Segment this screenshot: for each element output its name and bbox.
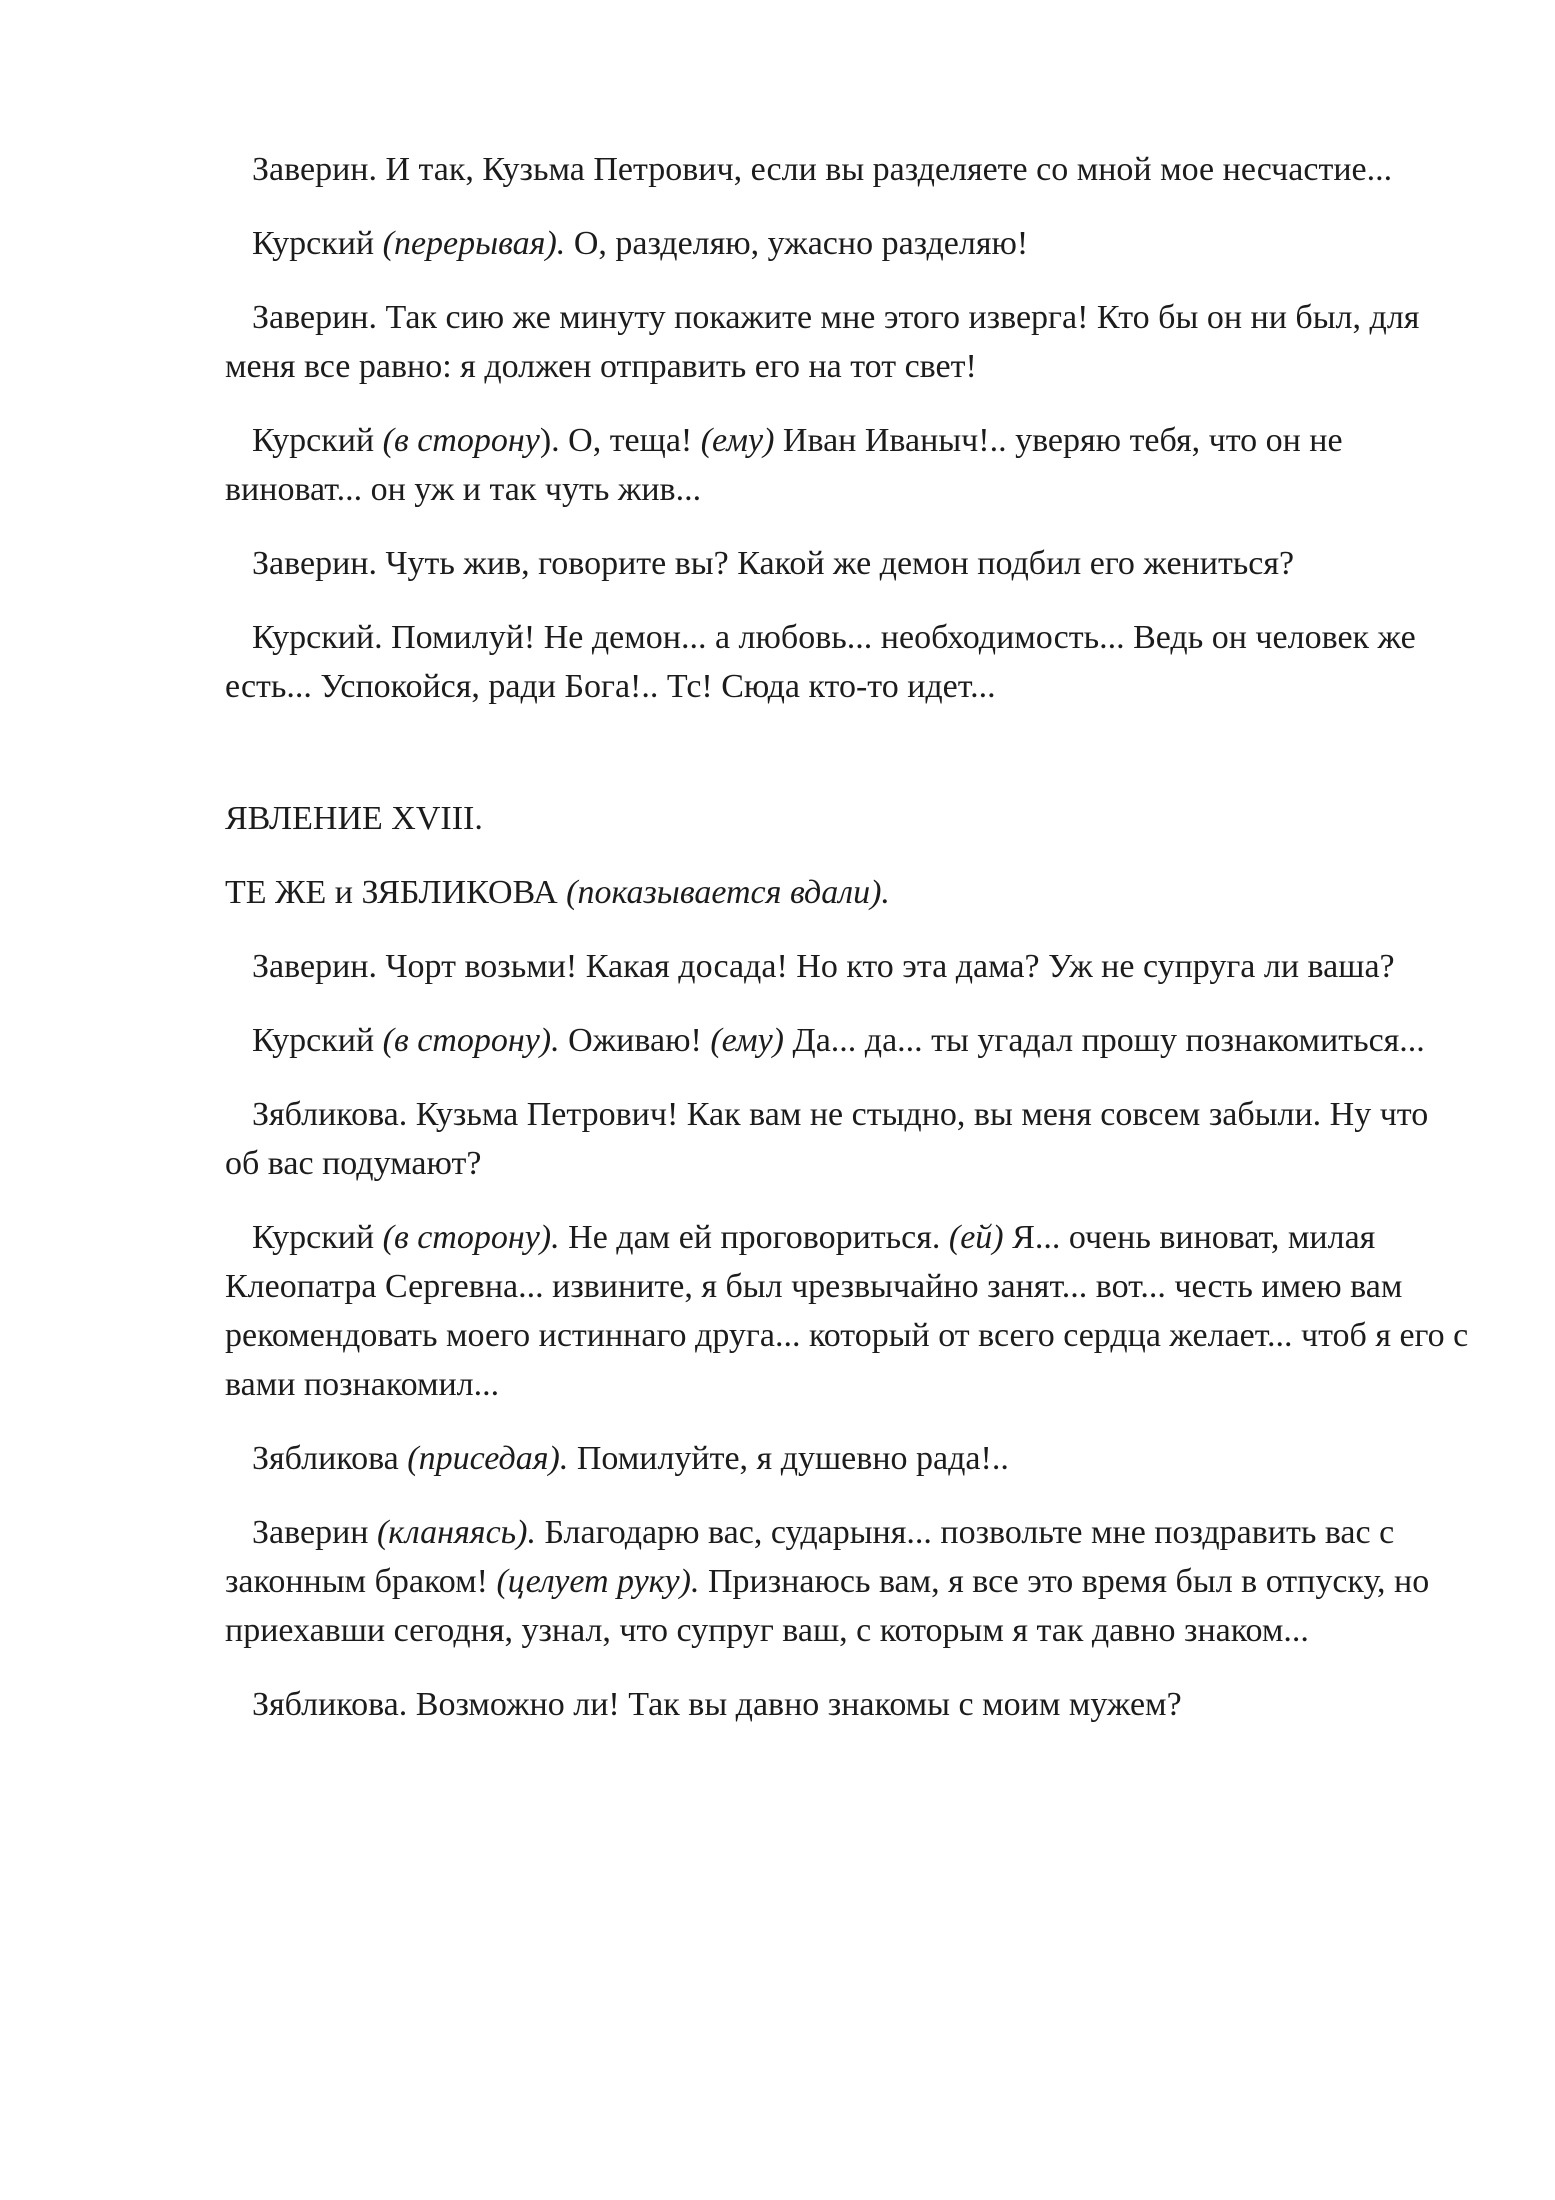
stage-direction: (целует руку). [496, 1563, 700, 1600]
dialogue-paragraph [225, 219, 1470, 268]
scene-title [225, 794, 1470, 843]
text-segment: Помилуйте, я душевно рада!.. [568, 1440, 1009, 1477]
text-segment: Да... да... ты угадал прошу познакомиться... [784, 1022, 1425, 1059]
text-segment: Заверин. Чуть жив, говорите вы? Какой же демон подбил его жениться? [252, 545, 1295, 582]
text-segment: ЯВЛЕНИЕ XVIII. [225, 800, 483, 837]
dialogue-paragraph [225, 145, 1470, 194]
text-segment: Заверин. Чорт возьми! Какая досада! Но кто эта дама? Уж не супруга ли ваша? [252, 948, 1395, 985]
text-segment: ). О, теща! [539, 422, 701, 459]
text-segment: Оживаю! [559, 1022, 711, 1059]
page-text [225, 145, 1470, 1754]
stage-direction: (в сторону). [382, 1219, 560, 1256]
text-segment: Признаюсь вам, я все это время был в отпуску, но приехавши сегодня, узнал, что супруг ваш, с которым я так давно знаком... [225, 1563, 1430, 1649]
text-segment: Благодарю вас, сударыня... позвольте мне поздравить вас с законным браком! [225, 1514, 1395, 1600]
stage-direction: (ей) [948, 1219, 1004, 1256]
stage-direction: (приседая). [407, 1440, 569, 1477]
text-segment: ТЕ ЖЕ и ЗЯБЛИКОВА [225, 874, 567, 911]
dialogue-paragraph [225, 1508, 1470, 1655]
stage-direction: (ему) [710, 1022, 784, 1059]
text-segment: Курский. Помилуй! Не демон... а любовь... необходимость... Ведь он человек же есть... Успокойся, ради Бога!.. Тс! Сюда кто-то идет... [225, 619, 1416, 705]
text-segment: Курский [252, 422, 383, 459]
dialogue-paragraph [225, 539, 1470, 588]
stage-direction: (кланяясь). [376, 1514, 536, 1551]
text-segment: Заверин [252, 1514, 377, 1551]
text-segment: Я... очень виноват, милая Клеопатра Сергевна... извините, я был чрезвычайно занят... вот... честь имею вам рекомендовать моего истиннаго друга... который от всего сердца желает... чтоб я его с вами познакомил... [225, 1219, 1469, 1403]
dialogue-paragraph [225, 1016, 1470, 1065]
dialogue-paragraph [225, 293, 1470, 391]
dialogue-paragraph [225, 416, 1470, 514]
dialogue-paragraph [225, 1090, 1470, 1188]
dialogue-paragraph [225, 942, 1470, 991]
stage-direction: (в сторону). [382, 1022, 560, 1059]
text-segment: Зябликова. Кузьма Петрович! Как вам не стыдно, вы меня совсем забыли. Ну что об вас подумают? [225, 1096, 1429, 1182]
text-segment: Заверин. Так сию же минуту покажите мне этого изверга! Кто бы он ни был, для меня все равно: я должен отправить его на тот свет! [225, 299, 1420, 385]
dialogue-paragraph [225, 1213, 1470, 1409]
stage-direction: (ему) [700, 422, 775, 459]
dialogue-paragraph [225, 1680, 1470, 1729]
stage-direction: (перерывая). [382, 225, 566, 262]
stage-direction: (показывается вдали). [566, 874, 890, 911]
dialogue-paragraph [225, 613, 1470, 711]
stage-direction: (в сторону [382, 422, 540, 459]
text-segment: Зябликова. Возможно ли! Так вы давно знакомы с моим мужем? [252, 1686, 1182, 1723]
text-segment: Заверин. И так, Кузьма Петрович, если вы разделяете со мной мое несчастие... [252, 151, 1393, 188]
text-segment: Зябликова [252, 1440, 408, 1477]
text-segment: Курский [252, 225, 383, 262]
dialogue-paragraph [225, 1434, 1470, 1483]
text-segment: Курский [252, 1022, 383, 1059]
text-segment: Иван Иваныч!.. уверяю тебя, что он не виноват... он уж и так чуть жив... [225, 422, 1343, 508]
text-segment: Не дам ей проговориться. [559, 1219, 949, 1256]
scene-heading [225, 868, 1470, 917]
text-segment: Курский [252, 1219, 383, 1256]
text-segment: О, разделяю, ужасно разделяю! [565, 225, 1029, 262]
